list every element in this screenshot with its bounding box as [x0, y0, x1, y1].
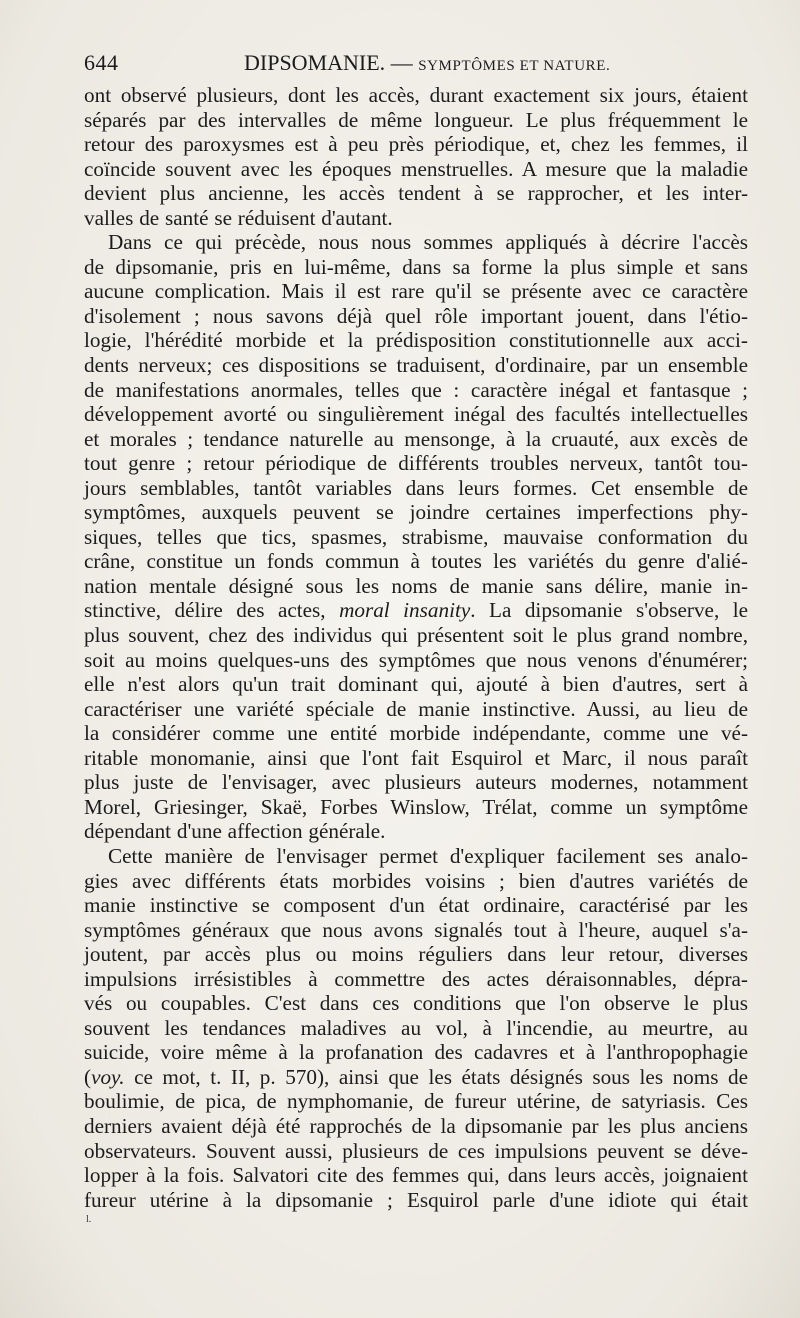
text-line: caractériser une variété spéciale de manie instinctive. Aussi, au lieu de	[84, 696, 748, 721]
text-line: plus souvent, chez des individus qui présentent soit le plus grand nombre,	[84, 623, 748, 648]
text-line: nation mentale désigné sous les noms de manie sans délire, manie in-	[84, 573, 748, 598]
text-line: d'isolement ; nous savons déjà quel rôle important jouent, dans l'étio-	[84, 303, 748, 328]
open-paren: (	[84, 1064, 92, 1089]
text-line: manie instinctive se composent d'un état ordinaire, caractérisé par les	[84, 893, 748, 918]
signature-mark: l.	[86, 1214, 92, 1225]
text-line: coïncide souvent avec les époques menstruelles. A mesure que la maladie	[84, 156, 748, 181]
text-line: devient plus ancienne, les accès tendent à se rapprocher, et les inter-	[84, 181, 748, 206]
running-title	[244, 46, 610, 83]
text-line: boulimie, de pica, de nymphomanie, de fureur utérine, de satyriasis. Ces	[84, 1089, 748, 1114]
text-line: ont observé plusieurs, dont les accès, durant exactement six jours, étaient	[84, 83, 748, 107]
text-line: symptômes, auxquels peuvent se joindre certaines imperfections phy-	[84, 500, 748, 525]
text-line: ritable monomanie, ainsi que l'ont fait Esquirol et Marc, il nous paraît	[84, 745, 748, 770]
text-line: lopper à la fois. Salvatori cite des femmes qui, dans leurs accès, joignaient	[84, 1163, 748, 1188]
text-line: séparés par des intervalles de même longueur. Le plus fréquemment le	[84, 107, 748, 132]
text-line: vés ou coupables. C'est dans ces conditions que l'on observe le plus	[84, 991, 748, 1016]
text-line: aucune complication. Mais il est rare qu'il se présente avec ce caractère	[84, 279, 748, 304]
text-line: développement avorté ou singulièrement inégal des facultés intellectuelles	[84, 402, 748, 427]
text-line: logie, l'hérédité morbide et la prédisposition constitutionnelle aux acci-	[84, 328, 748, 353]
text-line: joutent, par accès plus ou moins réguliers dans leur retour, diverses	[84, 942, 748, 967]
text-line: jours semblables, tantôt variables dans leurs formes. Cet ensemble de	[84, 475, 748, 500]
text-line-head: stinctive, délire des actes,	[84, 598, 326, 623]
text-line-tail: ce mot, t. II, p. 570), ainsi que les états désignés sous les noms de	[124, 1064, 748, 1089]
text-line	[84, 598, 748, 623]
text-line: souvent les tendances maladives au vol, à l'incendie, au meurtre, au	[84, 1015, 748, 1040]
text-line: impulsions irrésistibles à commettre des actes déraisonnables, dépra-	[84, 966, 748, 991]
text-line: de manifestations anormales, telles que : caractère inégal et fantasque ;	[84, 377, 748, 402]
text-line: Cette manière de l'envisager permet d'expliquer facilement ses analo-	[108, 843, 748, 868]
section-subtitle: SYMPTÔMES ET NATURE.	[418, 58, 611, 74]
text-line: dépendant d'une affection générale.	[84, 819, 386, 844]
text-line: crâne, constitue un fonds commun à toutes les variétés du genre d'alié-	[84, 549, 748, 574]
text-line: et morales ; tendance naturelle au mensonge, à la cruauté, aux excès de	[84, 426, 748, 451]
running-header	[84, 46, 748, 80]
text-line: plus juste de l'envisager, avec plusieurs auteurs modernes, notamment	[84, 770, 748, 795]
text-line: elle n'est alors qu'un trait dominant qui, ajouté à bien d'autres, sert à	[84, 672, 748, 697]
text-line: valles de santé se réduisent d'autant.	[84, 205, 393, 230]
body-text	[84, 83, 748, 1237]
text-line: Morel, Griesinger, Skaë, Forbes Winslow, Trélat, comme un symptôme	[84, 794, 748, 819]
text-line-tail: . La dipsomanie s'observe, le	[470, 598, 748, 623]
italic-term: moral insanity	[339, 598, 471, 623]
text-line	[84, 1212, 748, 1237]
text-line: suicide, voire même à la profanation des cadavres et à l'anthropophagie	[84, 1040, 748, 1065]
text-line: Dans ce qui précède, nous nous sommes appliqués à décrire l'accès	[108, 230, 748, 255]
text-line: symptômes généraux que nous avons signalés tout à l'heure, auquel s'a-	[84, 917, 748, 942]
italic-term: voy.	[91, 1064, 125, 1089]
text-line: la considérer comme une entité morbide indépendante, comme une vé-	[84, 721, 748, 746]
text-line: derniers avaient déjà été rapprochés de la dipsomanie par les plus anciens	[84, 1113, 748, 1138]
title-dash: —	[390, 50, 413, 75]
text-line: retour des paroxysmes est à peu près périodique, et, chez les femmes, il	[84, 132, 748, 157]
text-line: soit au moins quelques-uns des symptômes que nous venons d'énumérer;	[84, 647, 748, 672]
text-line	[84, 1065, 748, 1090]
text-line: fureur utérine à la dipsomanie ; Esquirol parle d'une idiote qui était	[84, 1187, 748, 1212]
page-number: 644	[84, 50, 119, 75]
text-line: observateurs. Souvent aussi, plusieurs de ces impulsions peuvent se déve-	[84, 1138, 748, 1163]
text-line: gies avec différents états morbides voisins ; bien d'autres variétés de	[84, 868, 748, 893]
text-line: dents nerveux; ces dispositions se traduisent, d'ordinaire, par un ensemble	[84, 353, 748, 378]
text-line: tout genre ; retour périodique de différents troubles nerveux, tantôt tou-	[84, 451, 748, 476]
chapter-title: DIPSOMANIE.	[244, 50, 386, 75]
text-line: siques, telles que tics, spasmes, strabisme, mauvaise conformation du	[84, 524, 748, 549]
text-line: de dipsomanie, pris en lui-même, dans sa forme la plus simple et sans	[84, 254, 748, 279]
